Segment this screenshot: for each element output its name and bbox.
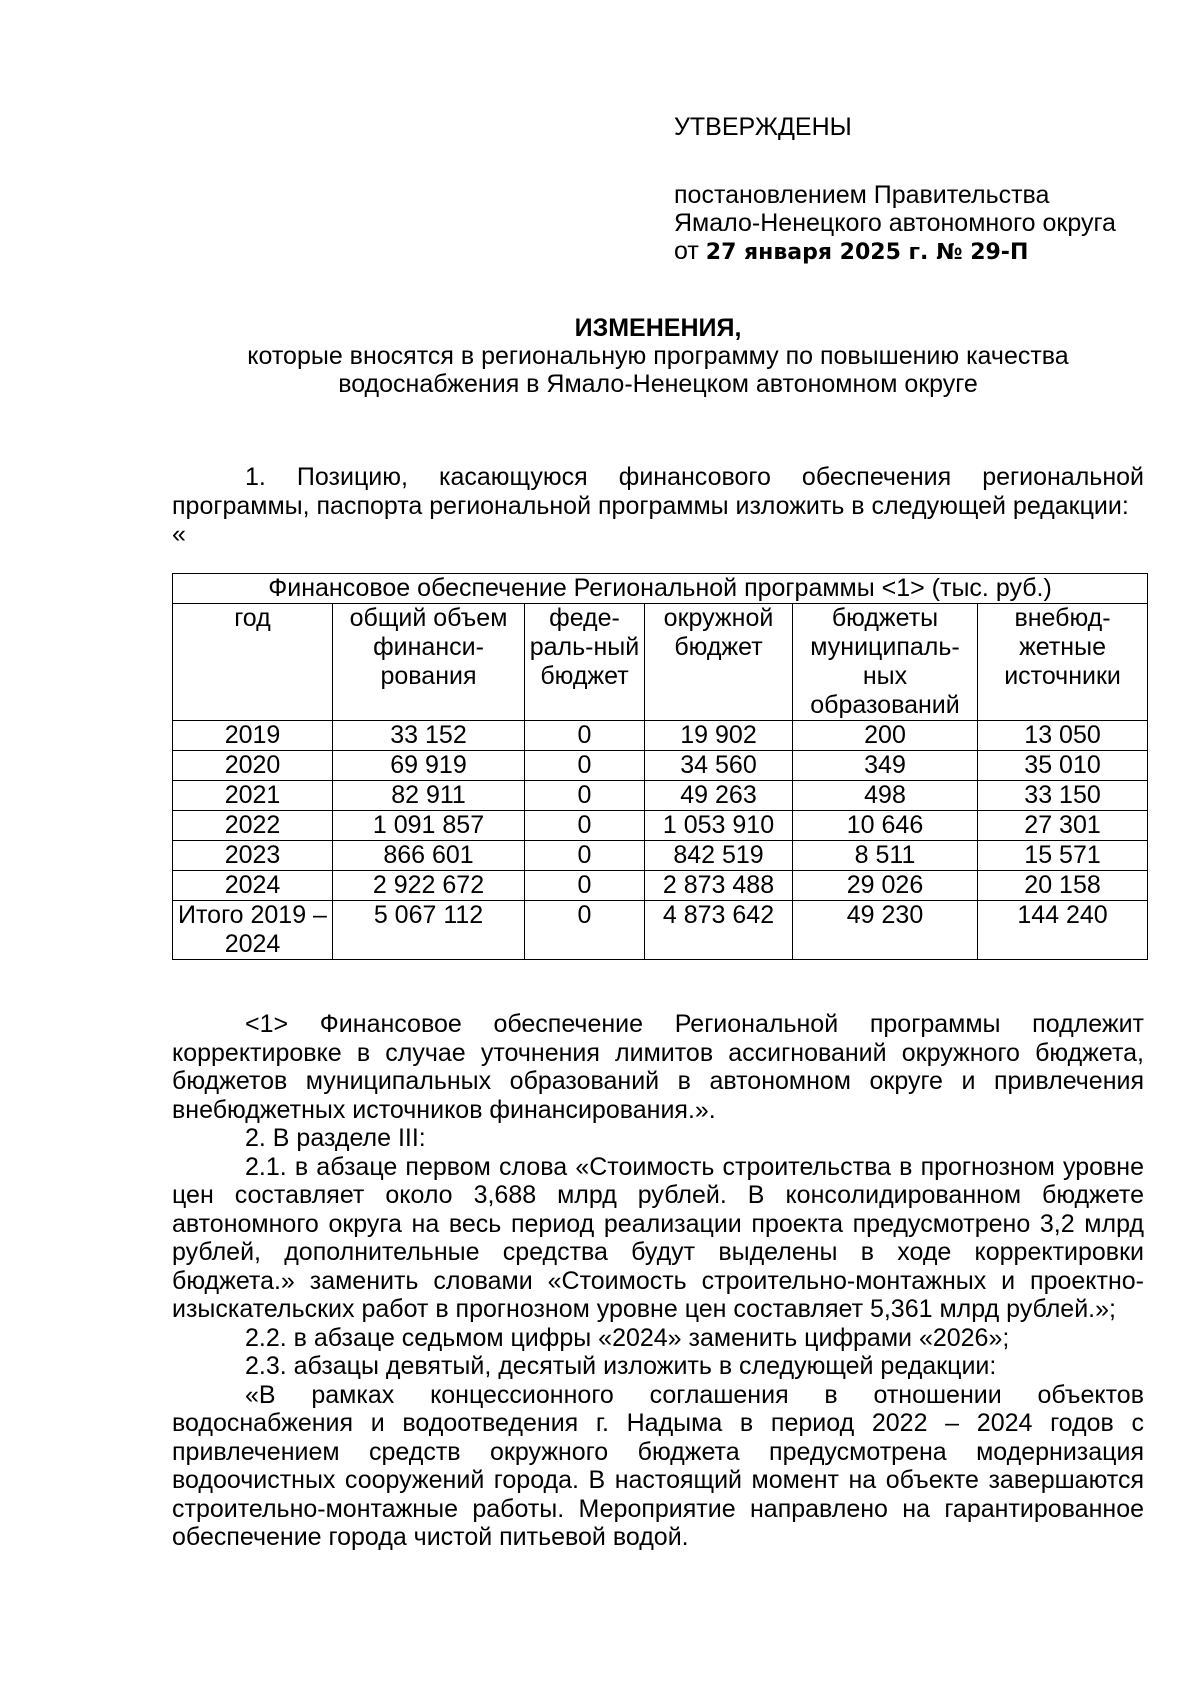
table-cell: 33 150 bbox=[978, 781, 1148, 811]
table-header: внебюд-жетные источники bbox=[978, 604, 1148, 721]
table-caption: Финансовое обеспечение Региональной программы <1> (тыс. руб.) bbox=[173, 574, 1148, 604]
paragraph-1: 1. Позицию, касающуюся финансового обеспечения региональной программы, паспорта региональной программы изложить в следующей редакции: bbox=[172, 463, 1144, 520]
table-header-row bbox=[173, 604, 1148, 721]
table-cell: 0 bbox=[525, 811, 645, 841]
table-header: окружной бюджет bbox=[645, 604, 793, 721]
table-cell: 2 922 672 bbox=[333, 871, 525, 901]
table-cell: 842 519 bbox=[645, 841, 793, 871]
table-cell: 15 571 bbox=[978, 841, 1148, 871]
table-cell: 2 873 488 bbox=[645, 871, 793, 901]
footnote: <1> Финансовое обеспечение Региональной программы подлежит корректировке в случае уточнения лимитов ассигнований окружного бюджета, бюджетов муниципальных образований в автономном округе и привлечения внебюджетных источников финансирования.». bbox=[172, 1010, 1144, 1124]
document-heading bbox=[172, 314, 1144, 398]
table-cell: 10 646 bbox=[793, 811, 978, 841]
table-cell: 20 158 bbox=[978, 871, 1148, 901]
table-cell: 1 053 910 bbox=[645, 811, 793, 841]
table-row bbox=[173, 871, 1148, 901]
table-row bbox=[173, 751, 1148, 781]
table-row bbox=[173, 841, 1148, 871]
table-cell: 0 bbox=[525, 751, 645, 781]
table-cell: 13 050 bbox=[978, 721, 1148, 751]
table-total-cell: 0 bbox=[525, 901, 645, 960]
table-cell: 35 010 bbox=[978, 751, 1148, 781]
table-cell: 1 091 857 bbox=[333, 811, 525, 841]
table-header: феде-раль-ный бюджет bbox=[525, 604, 645, 721]
table-cell: 349 bbox=[793, 751, 978, 781]
table-row bbox=[173, 781, 1148, 811]
approval-date-line bbox=[674, 237, 1116, 267]
heading-title: ИЗМЕНЕНИЯ, bbox=[574, 314, 742, 342]
table-cell: 29 026 bbox=[793, 871, 978, 901]
paragraph-2-3: 2.3. абзацы девятый, десятый изложить в следующей редакции: bbox=[245, 1352, 997, 1380]
table-cell: 498 bbox=[793, 781, 978, 811]
paragraph-2-1: 2.1. в абзаце первом слова «Стоимость строительства в прогнозном уровне цен составляет около 3,688 млрд рублей. В консолидированном бюджете автономного округа на весь период реализации проекта предусмотрено 3,2 млрд рублей, дополнительные средства будут выделены в ходе корректировки бюджета.» заменить словами «Стоимость строительно-монтажных и проектно-изыскательских работ в прогнозном уровне цен составляет 5,361 млрд рублей.»; bbox=[172, 1152, 1144, 1323]
table-total-cell: 5 067 112 bbox=[333, 901, 525, 960]
table-cell: 0 bbox=[525, 781, 645, 811]
table-cell: 866 601 bbox=[333, 841, 525, 871]
table-cell: 82 911 bbox=[333, 781, 525, 811]
approval-line-1: постановлением Правительства bbox=[674, 181, 1050, 209]
approval-date-prefix: от bbox=[674, 237, 699, 265]
table-row bbox=[173, 721, 1148, 751]
table-header: бюджеты муниципаль-ных образований bbox=[793, 604, 978, 721]
heading-subtitle-2: водоснабжения в Ямало-Ненецком автономном округе bbox=[338, 370, 978, 398]
approval-date-number: 27 января 2025 г. № 29-П bbox=[705, 240, 1029, 265]
paragraph-quote: «В рамках концессионного соглашения в отношении объектов водоснабжения и водоотведения г. Надыма в период 2022 – 2024 годов с привлечением средств окружного бюджета предусмотрена модернизация водоочистных сооружений города. В настоящий момент на объекте завершаются строительно-монтажные работы. Мероприятие направлено на гарантированное обеспечение города чистой питьевой водой. bbox=[172, 1380, 1144, 1551]
table-cell: 0 bbox=[525, 871, 645, 901]
section-1 bbox=[172, 463, 1144, 549]
table-total-row bbox=[173, 901, 1148, 960]
table-total-label: Итого 2019 – 2024 bbox=[173, 901, 333, 960]
section-2 bbox=[172, 1010, 1144, 1552]
table-header: год bbox=[173, 604, 333, 721]
table-cell: 33 152 bbox=[333, 721, 525, 751]
table-cell: 19 902 bbox=[645, 721, 793, 751]
table-total-cell: 4 873 642 bbox=[645, 901, 793, 960]
paragraph-2: 2. В разделе III: bbox=[245, 1124, 426, 1152]
table-cell: 2024 bbox=[173, 871, 333, 901]
table-cell: 2020 bbox=[173, 751, 333, 781]
table-cell: 2023 bbox=[173, 841, 333, 871]
table-cell: 2022 bbox=[173, 811, 333, 841]
table-cell: 0 bbox=[525, 841, 645, 871]
table-cell: 2019 bbox=[173, 721, 333, 751]
approval-title: УТВЕРЖДЕНЫ bbox=[674, 113, 852, 141]
approval-line-2: Ямало-Ненецкого автономного округа bbox=[674, 209, 1116, 237]
table-cell: 49 263 bbox=[645, 781, 793, 811]
table-cell: 27 301 bbox=[978, 811, 1148, 841]
table-cell: 2021 bbox=[173, 781, 333, 811]
heading-subtitle-1: которые вносятся в региональную программу по повышению качества bbox=[247, 342, 1069, 370]
approval-block bbox=[674, 113, 1116, 267]
table-cell: 34 560 bbox=[645, 751, 793, 781]
financing-table bbox=[172, 573, 1148, 960]
table-header: общий объем финанси-рования bbox=[333, 604, 525, 721]
table-cell: 69 919 bbox=[333, 751, 525, 781]
table-total-cell: 49 230 bbox=[793, 901, 978, 960]
table-cell: 0 bbox=[525, 721, 645, 751]
table-cell: 8 511 bbox=[793, 841, 978, 871]
open-quote: « bbox=[172, 520, 186, 548]
table-total-cell: 144 240 bbox=[978, 901, 1148, 960]
table-cell: 200 bbox=[793, 721, 978, 751]
paragraph-2-2: 2.2. в абзаце седьмом цифры «2024» заменить цифрами «2026»; bbox=[245, 1323, 1010, 1352]
table-row bbox=[173, 811, 1148, 841]
